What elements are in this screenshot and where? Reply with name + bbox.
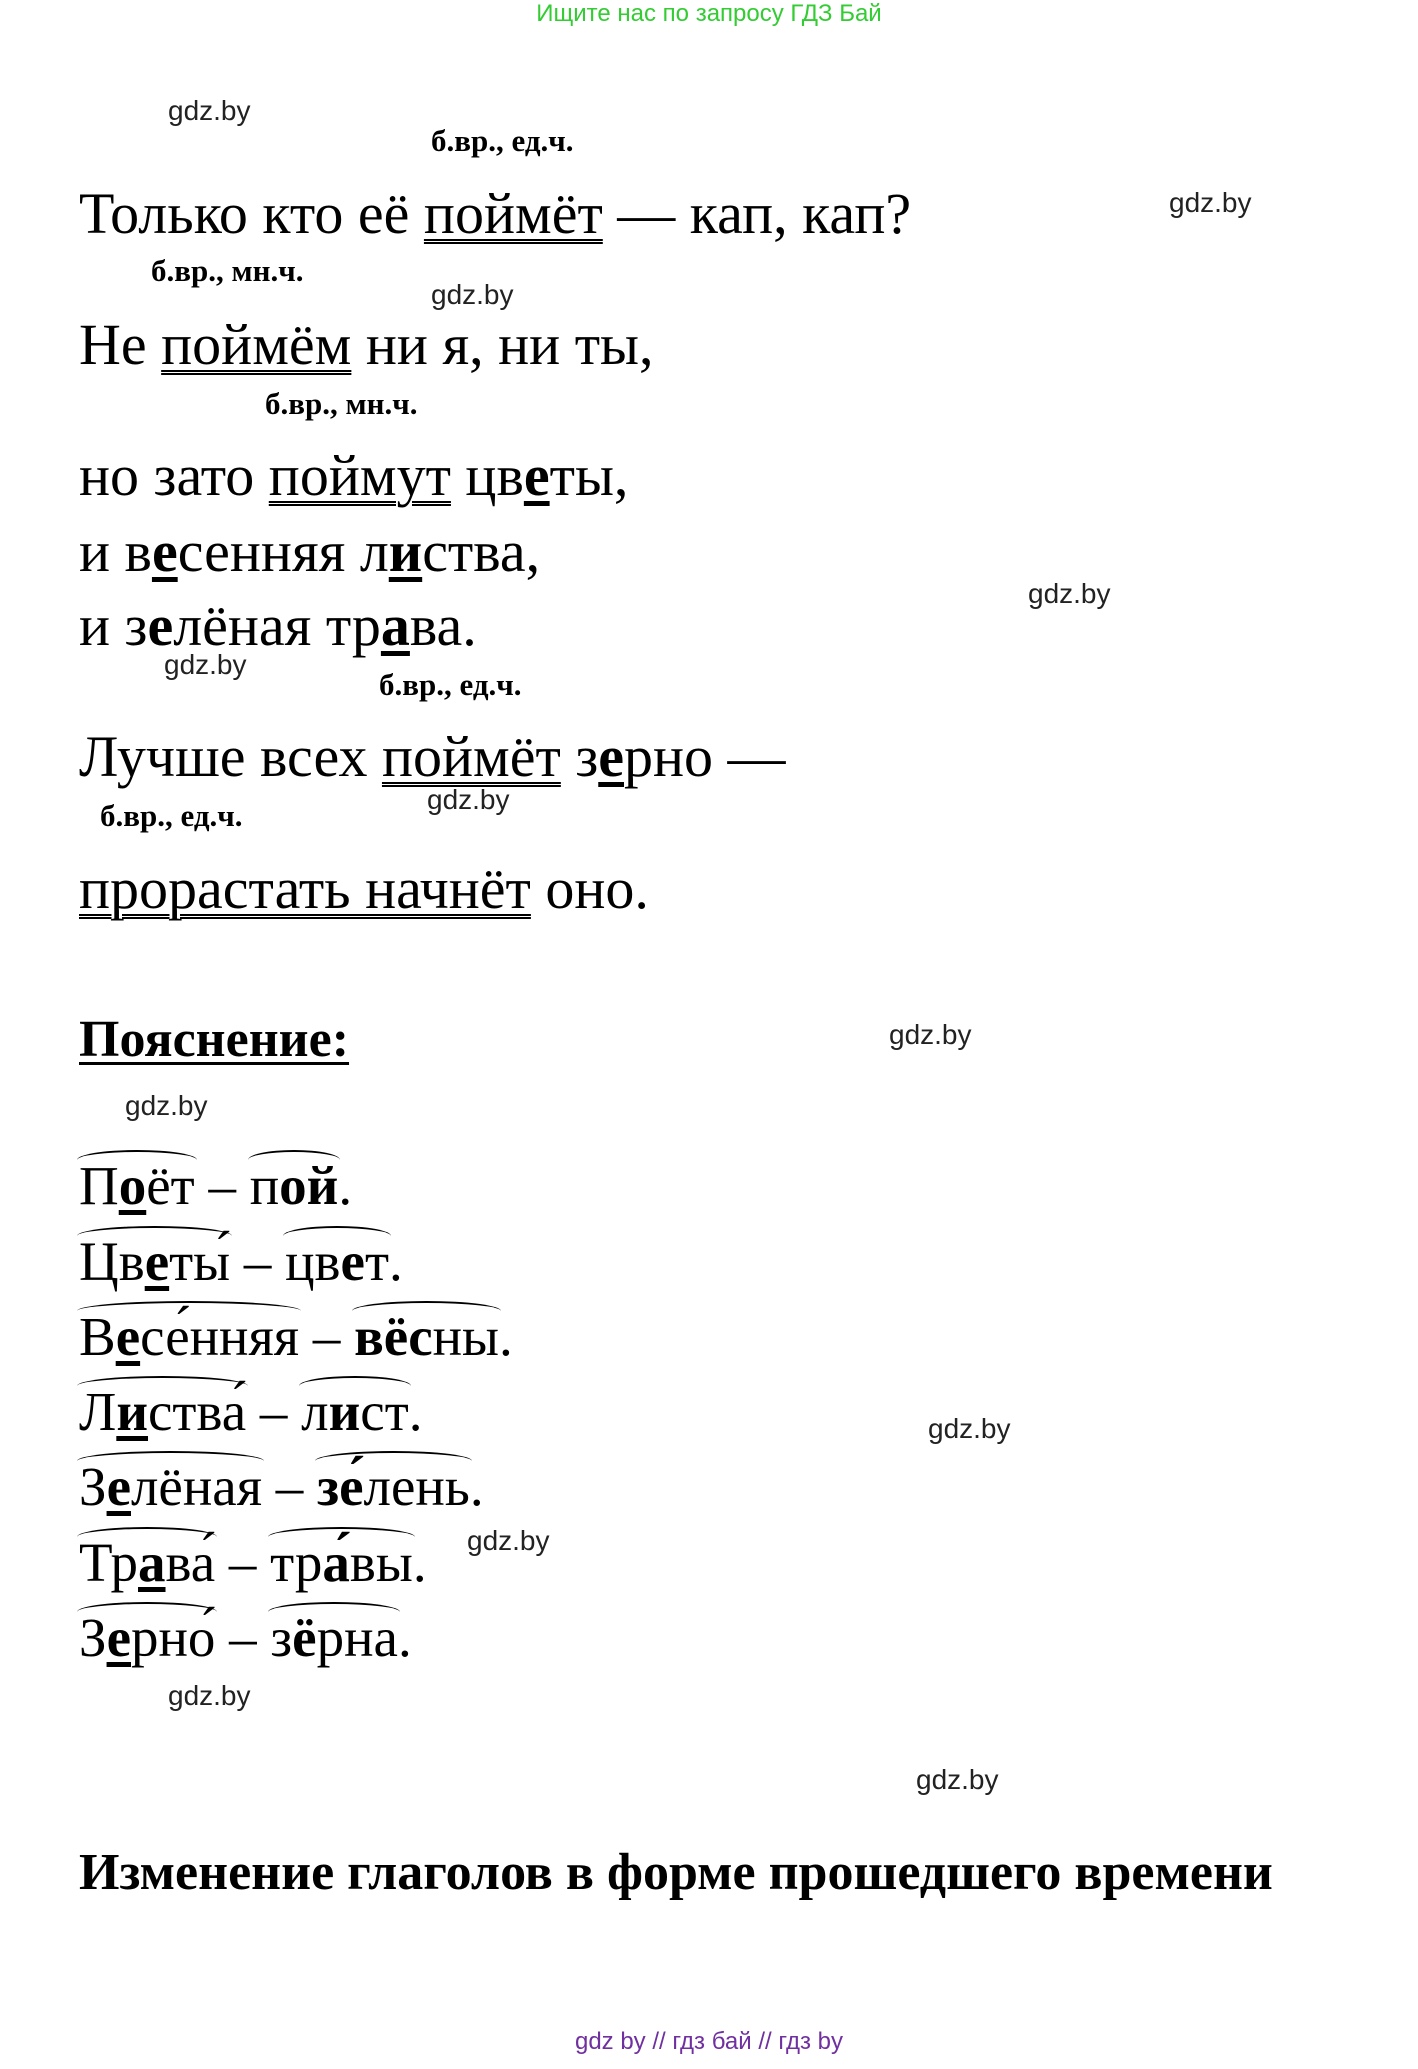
text-segment: ст — [360, 1381, 409, 1442]
search-hint-banner[interactable]: Ищите нас по запросу ГДЗ Бай — [536, 0, 882, 27]
explanation-line — [79, 1456, 484, 1517]
section-heading: Изменение глаголов в форме прошедшего времени — [79, 1844, 1273, 1901]
text-segment: се́нняя — [140, 1306, 300, 1367]
text-segment: тр — [270, 1532, 323, 1593]
text-segment: . — [408, 1381, 423, 1442]
text-segment: . — [389, 1231, 403, 1292]
poem-line — [79, 312, 654, 377]
text-segment: ства, — [422, 519, 541, 584]
grammar-label: б.вр., ед.ч. — [379, 667, 522, 702]
root-arc-right — [317, 1456, 470, 1517]
text-segment: лёная тр — [173, 593, 381, 658]
explanation-line — [79, 1381, 423, 1442]
text-segment: лёная — [130, 1456, 262, 1517]
text-segment: – — [299, 1306, 355, 1367]
checked-vowel: е — [115, 1306, 141, 1367]
bold-letters: ой — [279, 1155, 339, 1216]
poem-line — [79, 519, 541, 584]
watermark: gdz.by — [928, 1413, 1011, 1444]
watermark: gdz.by — [427, 784, 510, 815]
poem-line — [79, 443, 629, 508]
checked-vowel: а — [380, 593, 410, 658]
grammar-label: б.вр., мн.ч. — [151, 253, 304, 288]
checked-vowel: и — [116, 1381, 149, 1442]
root-arc-right — [354, 1306, 499, 1367]
checked-vowel: и — [388, 519, 423, 584]
text-segment: – — [246, 1381, 302, 1442]
bold-letters: и — [328, 1381, 361, 1442]
checked-vowel: е — [144, 1231, 170, 1292]
explanation-line — [79, 1607, 412, 1668]
text-segment: . — [469, 1456, 484, 1517]
root-arc-left — [79, 1306, 300, 1367]
bold-letters: ё — [292, 1607, 317, 1668]
text-segment: рно́ — [130, 1607, 216, 1668]
watermark: gdz.by — [889, 1019, 972, 1050]
text-segment: и в — [79, 519, 152, 584]
checked-vowel: а — [138, 1532, 166, 1593]
text-segment: Л — [79, 1381, 117, 1442]
root-arc-left — [79, 1381, 247, 1442]
root-arc-right — [270, 1607, 398, 1668]
watermark: gdz.by — [1028, 578, 1111, 609]
text-segment: – — [215, 1607, 271, 1668]
predicate-verb: поймём — [161, 312, 352, 377]
grammar-label: б.вр., мн.ч. — [265, 386, 418, 421]
text-segment: лень — [363, 1456, 470, 1517]
text-segment: . — [412, 1532, 427, 1593]
bold-letters: зе́ — [317, 1456, 364, 1517]
poem-line — [79, 181, 912, 246]
text-segment: – — [194, 1155, 250, 1216]
root-arc-right — [270, 1532, 413, 1593]
text-segment: Тр — [79, 1532, 139, 1593]
text-segment: вы — [349, 1532, 413, 1593]
explanation-line — [79, 1306, 513, 1367]
text-segment: Не — [79, 312, 162, 377]
watermark: gdz.by — [168, 95, 251, 126]
text-segment: Лучше всех — [79, 724, 382, 789]
root-arc-left — [79, 1607, 216, 1668]
bold-letters: вёс — [354, 1306, 433, 1367]
text-segment: ства́ — [148, 1381, 247, 1442]
checked-vowel: е — [523, 443, 550, 508]
text-segment: – — [230, 1231, 286, 1292]
text-segment: Только кто её — [79, 181, 424, 246]
root-arc-right — [285, 1231, 389, 1292]
text-segment: Цв — [79, 1231, 145, 1292]
watermark: gdz.by — [431, 279, 514, 310]
text-segment: . — [397, 1607, 412, 1668]
text-segment: ва. — [409, 593, 477, 658]
text-segment: л — [301, 1381, 329, 1442]
text-segment: цв — [450, 443, 524, 508]
watermark: gdz.by — [467, 1525, 550, 1556]
bold-letters: е — [147, 593, 174, 658]
watermark: gdz.by — [164, 649, 247, 680]
checked-vowel: о — [118, 1155, 147, 1216]
predicate-verb: поймут — [268, 443, 451, 508]
text-segment: В — [79, 1306, 116, 1367]
text-segment: ты, — [549, 443, 629, 508]
text-segment: но зато — [79, 443, 269, 508]
checked-vowel: е — [106, 1456, 131, 1517]
text-segment: ёт — [146, 1155, 195, 1216]
text-segment: – — [262, 1456, 317, 1517]
bold-letters: а́ — [322, 1532, 350, 1593]
text-segment: з — [270, 1607, 293, 1668]
checked-vowel: е — [598, 724, 624, 789]
text-segment: – — [215, 1532, 271, 1593]
poem-line — [79, 593, 477, 658]
bold-letters: е — [340, 1231, 365, 1292]
explanation-title: Пояснение: — [79, 1011, 350, 1068]
root-arc-left — [79, 1231, 231, 1292]
text-segment: т — [364, 1231, 389, 1292]
poem-line — [79, 724, 786, 789]
root-arc-left — [79, 1155, 195, 1216]
text-segment: рна — [316, 1607, 398, 1668]
watermark: gdz.by — [1169, 187, 1252, 218]
text-segment: ты́ — [169, 1231, 231, 1292]
grammar-label: б.вр., ед.ч. — [431, 123, 574, 158]
footer-links[interactable]: gdz by // гдз бай // гдз by — [574, 2028, 844, 2055]
predicate-verb: поймёт — [423, 181, 603, 246]
text-segment: рно — — [624, 724, 786, 789]
watermark: gdz.by — [125, 1090, 208, 1121]
poem-line — [79, 856, 649, 921]
checked-vowel: е — [151, 519, 178, 584]
predicate-verb: прорастать начнёт — [79, 856, 531, 921]
text-segment: . — [338, 1155, 353, 1216]
text-segment: цв — [285, 1231, 341, 1292]
root-arc-right — [301, 1381, 409, 1442]
root-arc-left — [79, 1456, 262, 1517]
checked-vowel: е — [106, 1607, 131, 1668]
text-segment: . — [499, 1306, 513, 1367]
text-segment: ва́ — [165, 1532, 216, 1593]
root-arc-left — [79, 1532, 216, 1593]
text-segment: з — [560, 724, 599, 789]
explanation-line — [79, 1532, 427, 1593]
text-segment: З — [79, 1456, 107, 1517]
text-segment: ни я, ни ты, — [351, 312, 654, 377]
explanation-line — [79, 1155, 353, 1216]
text-segment: сенняя л — [177, 519, 389, 584]
explanation-line — [79, 1231, 403, 1292]
text-segment: — кап, кап? — [602, 181, 912, 246]
text-segment: оно. — [530, 856, 649, 921]
watermark: gdz.by — [168, 1680, 251, 1711]
root-arc-right — [249, 1155, 339, 1216]
grammar-label: б.вр., ед.ч. — [100, 798, 243, 833]
text-segment: З — [79, 1607, 107, 1668]
text-segment: и з — [79, 593, 148, 658]
predicate-verb: поймёт — [381, 724, 561, 789]
text-segment: П — [79, 1155, 119, 1216]
watermark: gdz.by — [916, 1764, 999, 1795]
text-segment: п — [249, 1155, 280, 1216]
text-segment: ны — [432, 1306, 499, 1367]
